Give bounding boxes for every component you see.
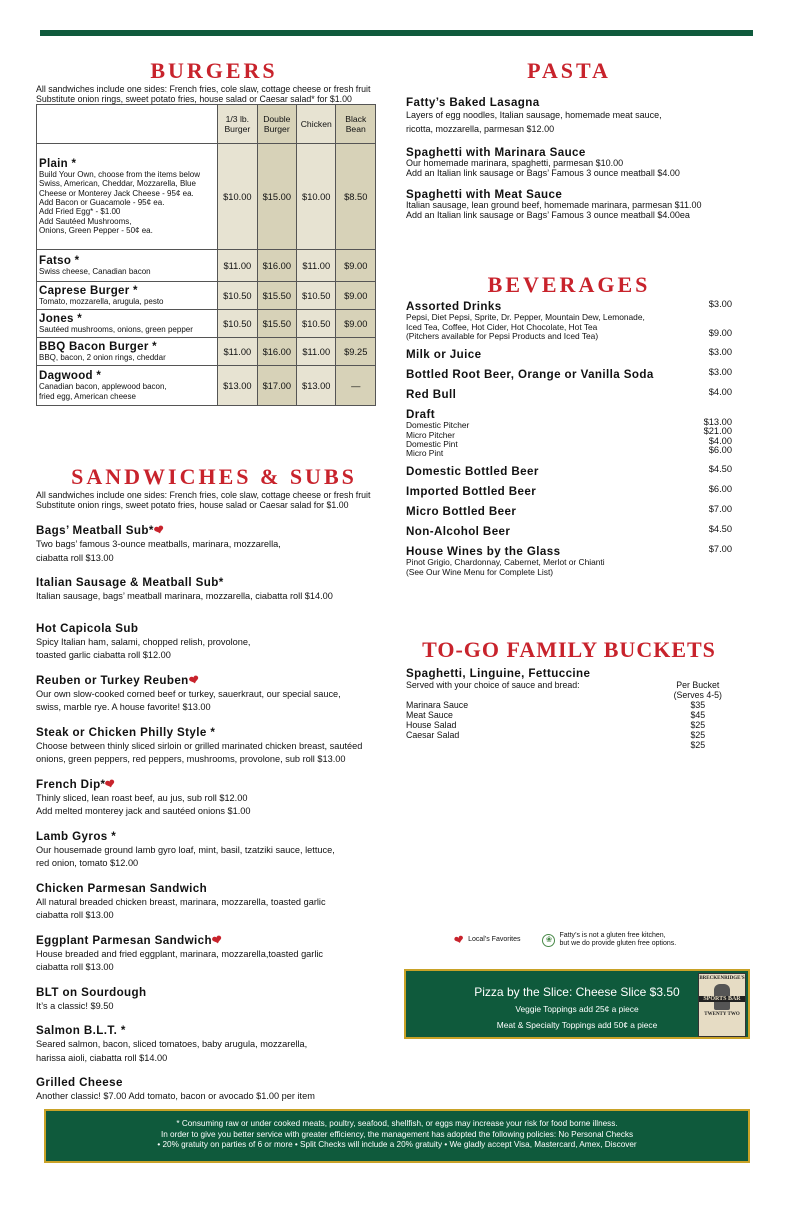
burger-price: $17.00 — [257, 366, 296, 406]
pizza-banner — [404, 969, 750, 1039]
sandwich-item — [36, 775, 392, 819]
sandwich-desc: Spicy Italian ham, salami, chopped relish, provolone, toasted garlic ciabatta roll $12.00 — [36, 636, 251, 661]
burger-price: $10.00 — [218, 144, 257, 250]
burger-price: $10.50 — [297, 310, 336, 338]
pasta-list — [406, 96, 732, 220]
sandwich-desc: Another classic! $7.00 Add tomato, bacon or avocado $1.00 per item — [36, 1091, 315, 1102]
sandwich-item — [36, 576, 392, 604]
burgers-header-blank — [37, 105, 218, 144]
burgers-header-row — [37, 105, 376, 144]
beverage-item — [406, 525, 732, 538]
togo-details — [406, 680, 732, 750]
pasta-name: Spaghetti with Meat Sauce — [406, 188, 563, 202]
sandwich-name: Reuben or Turkey Reuben — [36, 673, 189, 687]
sandwich-name: French Dip* — [36, 777, 106, 791]
sandwich-desc: Italian sausage, bags’ meatball marinara, mozzarella, ciabatta roll $14.00 — [36, 591, 333, 602]
togo-name: Spaghetti, Linguine, Fettuccine — [406, 667, 591, 681]
burger-price: $9.00 — [336, 310, 376, 338]
legend-fav-text: Local’s Favorites — [468, 936, 521, 943]
beverage-name: Micro Bottled Beer — [406, 505, 517, 519]
burger-price: $9.00 — [336, 250, 376, 282]
sandwich-desc: Thinly sliced, lean roast beef, au jus, sub roll $12.00 Add melted monterey jack and sautéed onions $1.00 — [36, 792, 251, 817]
burger-price: $16.00 — [257, 250, 296, 282]
burger-price: $11.00 — [218, 250, 257, 282]
sandwich-item — [36, 524, 392, 565]
favorite-icon: ❤ — [210, 931, 225, 948]
burger-name: Plain * — [39, 158, 77, 171]
beverage-desc: Pinot Grigio, Chardonnay, Cabernet, Merlot or Chianti (See Our Wine Menu for Complete List) — [406, 557, 605, 577]
pasta-desc: Italian sausage, lean ground beef, homemade marinara, parmesan $11.00 Add an Italian link sausage or Bags’ Famous 3 ounce meatball $4.00ea — [406, 200, 702, 220]
burger-name: Caprese Burger * — [39, 285, 138, 298]
burger-item — [37, 366, 218, 406]
pasta-title: PASTA — [527, 58, 611, 83]
beverage-item — [406, 545, 732, 577]
favorite-icon: ❤ — [452, 931, 466, 949]
beverage-name: House Wines by the Glass — [406, 545, 561, 559]
burger-desc: Tomato, mozzarella, arugula, pesto — [39, 297, 164, 307]
sandwich-name: Chicken Parmesan Sandwich — [36, 881, 208, 895]
sandwich-name: Steak or Chicken Philly Style * — [36, 725, 216, 739]
pasta-item — [406, 146, 732, 178]
sandwich-name: Salmon B.L.T. * — [36, 1024, 126, 1038]
burger-price: $11.00 — [297, 338, 336, 366]
burger-row — [37, 282, 376, 310]
sandwich-name: Grilled Cheese — [36, 1076, 123, 1090]
burger-row — [37, 338, 376, 366]
burger-desc: Build Your Own, choose from the items below Swiss, American, Cheddar, Mozzarella, Blue Cheese or Monterey Jack Cheese - 95¢ ea. Add Bacon or Guacamole - 95¢ ea. Add Fried Egg* - $1.00 Add Sautéed Mushrooms, Onions, Green Pepper - 50¢ ea. — [39, 170, 200, 235]
burger-price: $10.00 — [297, 144, 336, 250]
burger-item — [37, 144, 218, 250]
burgers-note: All sandwiches include one sides: French fries, cole slaw, cottage cheese or fresh fruit Substitute onion rings, sweet potato fries, house salad or Caesar salad* for $1.00 — [36, 84, 371, 104]
beverage-item — [406, 300, 732, 341]
burger-price: $10.50 — [218, 282, 257, 310]
legend-fav — [454, 932, 520, 948]
beverage-item — [406, 485, 732, 498]
burger-name: Fatso * — [39, 255, 80, 268]
top-rule — [40, 30, 753, 36]
sandwich-desc: Our own slow-cooked corned beef or turkey, sauerkraut, our special sauce, swiss, marble rye. A house favorite! $13.00 — [36, 688, 341, 713]
burger-name: Jones * — [39, 313, 83, 326]
sandwich-name: Italian Sausage & Meatball Sub* — [36, 576, 224, 590]
burgers-header-col: 1/3 lb. Burger — [218, 105, 257, 144]
beverage-price: $3.00 — [708, 347, 732, 358]
sandwiches-note: All sandwiches include one sides: French fries, cole slaw, cottage cheese or fresh fruit Substitute onion rings, sweet potato fries, house salad or Caesar salad for $1.00 — [36, 490, 371, 510]
beverage-item — [406, 368, 732, 381]
burger-desc: BBQ, bacon, 2 onion rings, cheddar — [39, 353, 166, 363]
sandwich-desc: Our housemade ground lamb gyro loaf, mint, basil, tzatziki sauce, lettuce, red onion, tomato $12.00 — [36, 844, 335, 869]
favorite-icon: ❤ — [152, 522, 166, 539]
sandwich-name: Lamb Gyros * — [36, 829, 117, 843]
burger-price: $10.50 — [218, 310, 257, 338]
pasta-item — [406, 188, 732, 220]
burger-item — [37, 338, 218, 366]
beverage-name: Imported Bottled Beer — [406, 485, 537, 499]
beverage-item — [406, 408, 732, 458]
pizza-line1: Pizza by the Slice: Cheese Slice $3.50 — [474, 985, 680, 999]
burger-item — [37, 250, 218, 282]
burger-price: $9.25 — [336, 338, 376, 366]
burger-row — [37, 144, 376, 250]
sandwiches-title: SANDWICHES & SUBS — [71, 464, 357, 490]
footer-line2: In order to give you better service with greater efficiency, the management has adopted the following policies: No Personal Checks — [160, 1129, 634, 1139]
burgers-title: BURGERS — [150, 58, 278, 83]
beverage-item — [406, 465, 732, 478]
sandwich-name: Hot Capicola Sub — [36, 621, 139, 635]
burger-price: $13.00 — [297, 366, 336, 406]
burger-price: $9.00 — [336, 282, 376, 310]
pasta-desc: Our homemade marinara, spaghetti, parmesan $10.00 Add an Italian link sausage or Bags’ Famous 3 ounce meatball $4.00 — [406, 158, 680, 178]
beverage-item — [406, 505, 732, 518]
sports-bar-logo: BRECKENRIDGE'S SPORTS BAR TWENTY TWO — [698, 973, 746, 1037]
sandwich-desc: House breaded and fried eggplant, marinara, mozzarella,toasted garlic ciabatta roll $13.00 — [36, 948, 324, 973]
footer-line3: • 20% gratuity on parties of 6 or more • Split Checks will include a 20% gratuity • We gladly accept Visa, Mastercard, Amex, Discover — [157, 1140, 637, 1149]
burger-desc: Canadian bacon, applewood bacon, fried egg, American cheese — [39, 382, 167, 401]
sandwich-name: Eggplant Parmesan Sandwich — [36, 933, 212, 947]
togo-block — [406, 667, 732, 750]
sandwich-list — [36, 524, 392, 1104]
burger-desc: Swiss cheese, Canadian bacon — [39, 267, 151, 277]
burger-price: — — [336, 366, 376, 406]
beverage-name: Red Bull — [406, 388, 457, 402]
burger-row — [37, 366, 376, 406]
beverage-price: $13.00 $21.00 $4.00 $6.00 — [703, 416, 732, 456]
beverage-price: $7.00 — [708, 504, 732, 515]
legend — [454, 932, 676, 948]
beverage-name: Draft — [406, 408, 436, 422]
togo-title: TO-GO FAMILY BUCKETS — [422, 637, 716, 663]
beverage-price: $4.50 — [708, 464, 732, 475]
gluten-free-icon: ❀ — [542, 934, 555, 947]
togo-prices: $35 $45 $25 $25 $25 — [690, 700, 706, 751]
burgers-header-col: Chicken — [297, 105, 336, 144]
burger-price: $13.00 — [218, 366, 257, 406]
footer-notice — [44, 1109, 750, 1163]
beverage-list — [406, 300, 732, 577]
burger-name: BBQ Bacon Burger * — [39, 341, 157, 354]
sandwich-desc: Two bags’ famous 3-ounce meatballs, marinara, mozzarella, ciabatta roll $13.00 — [36, 539, 281, 563]
burger-price: $11.00 — [218, 338, 257, 366]
pasta-item — [406, 96, 732, 136]
sandwich-item — [36, 830, 392, 871]
footer-line1: * Consuming raw or under cooked meats, poultry, seafood, shellfish, or eggs may increase your risk for food borne illness. — [176, 1119, 618, 1128]
sandwich-item — [36, 726, 392, 767]
burger-price: $8.50 — [336, 144, 376, 250]
sandwich-item — [36, 622, 392, 663]
burger-item — [37, 310, 218, 338]
beverage-item — [406, 388, 732, 401]
burger-price: $15.50 — [257, 282, 296, 310]
beverage-name: Non-Alcohol Beer — [406, 525, 511, 539]
beverage-price: $3.00 — [708, 367, 732, 378]
legend-gluten-text: Fatty’s is not a gluten free kitchen, but we do provide gluten free options. — [559, 932, 677, 947]
beverage-price: $7.00 — [708, 544, 732, 555]
beverage-desc: Domestic Pitcher Micro Pitcher Domestic Pint Micro Pint — [406, 420, 470, 459]
togo-price-head: Per Bucket (Serves 4-5) — [673, 680, 722, 701]
sandwich-desc: Seared salmon, bacon, sliced tomatoes, baby arugula, mozzarella, harissa aioli, ciabatta roll $14.00 — [36, 1039, 308, 1063]
beverage-name: Assorted Drinks — [406, 300, 502, 314]
beverage-price: $3.00 $9.00 — [708, 299, 732, 338]
beverage-price: $6.00 — [708, 484, 732, 495]
burger-price: $15.00 — [257, 144, 296, 250]
burger-row — [37, 250, 376, 282]
pasta-name: Fatty’s Baked Lasagna — [406, 96, 540, 109]
burger-price: $15.50 — [257, 310, 296, 338]
burgers-header-col: Double Burger — [257, 105, 296, 144]
beverage-price: $4.00 — [708, 387, 732, 398]
pizza-line2: Veggie Toppings add 25¢ a piece — [515, 1004, 639, 1014]
sandwich-name: BLT on Sourdough — [36, 985, 147, 999]
burger-price: $11.00 — [297, 250, 336, 282]
beverages-title: BEVERAGES — [487, 272, 651, 298]
sandwich-item — [36, 1076, 392, 1104]
right-column — [406, 58, 732, 750]
burgers-header-col: Black Bean — [336, 105, 376, 144]
togo-list: Marinara Sauce Meat Sauce House Salad Caesar Salad — [406, 700, 469, 741]
sandwich-name: Bags’ Meatball Sub* — [36, 524, 154, 538]
burger-desc: Sautéed mushrooms, onions, green pepper — [39, 325, 193, 335]
sandwich-item — [36, 986, 392, 1014]
burger-price: $16.00 — [257, 338, 296, 366]
sandwich-item — [36, 931, 392, 975]
sandwich-item — [36, 671, 392, 715]
togo-sub: Served with your choice of sauce and bread: — [406, 680, 580, 691]
beverage-name: Bottled Root Beer, Orange or Vanilla Soda — [406, 368, 654, 382]
pizza-line3: Meat & Specialty Toppings add 50¢ a piece — [496, 1020, 658, 1030]
sandwich-item — [36, 1024, 392, 1065]
burgers-table — [36, 104, 376, 406]
burger-item — [37, 282, 218, 310]
beverage-name: Domestic Bottled Beer — [406, 465, 539, 479]
pasta-name: Spaghetti with Marinara Sauce — [406, 146, 586, 159]
favorite-icon: ❤ — [103, 775, 118, 792]
burger-name: Dagwood * — [39, 370, 102, 383]
favorite-icon: ❤ — [187, 671, 201, 688]
sandwich-item — [36, 882, 392, 923]
sandwich-desc: All natural breaded chicken breast, marinara, mozzarella, toasted garlic ciabatta roll $13.00 — [36, 896, 326, 921]
beverage-name: Milk or Juice — [406, 348, 482, 362]
pasta-desc: Layers of egg noodles, Italian sausage, homemade meat sauce, ricotta, mozzarella, parmesan $12.00 — [406, 110, 662, 134]
sandwich-desc: It’s a classic! $9.50 — [36, 1000, 114, 1011]
beverage-item — [406, 348, 732, 361]
burger-price: $10.50 — [297, 282, 336, 310]
legend-gluten — [542, 932, 676, 948]
beverage-price: $4.50 — [708, 524, 732, 535]
burger-row — [37, 310, 376, 338]
left-column — [36, 58, 392, 1104]
sandwich-desc: Choose between thinly sliced sirloin or grilled marinated chicken breast, sautéed onions, green peppers, red peppers, mushrooms, provolone, sub roll $13.00 — [36, 740, 363, 765]
beverage-desc: Pepsi, Diet Pepsi, Sprite, Dr. Pepper, Mountain Dew, Lemonade, Iced Tea, Coffee, Hot Cider, Hot Chocolate, Hot Tea (Pitchers available for Pepsi Products and Iced Tea) — [406, 312, 645, 341]
